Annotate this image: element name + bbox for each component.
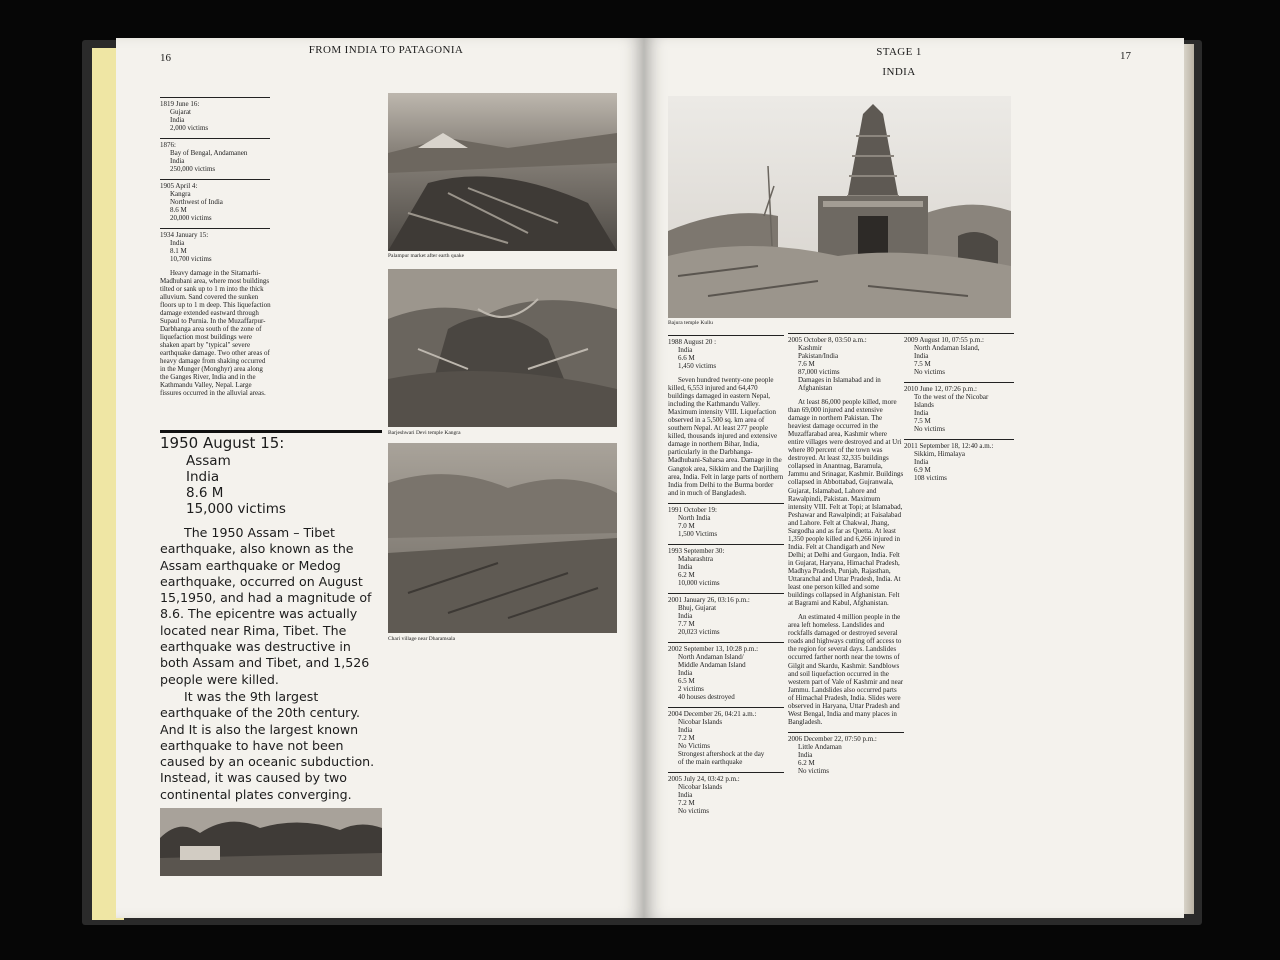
entry-1991: 1991 October 19: North India 7.0 M 1,500 Victims (668, 503, 784, 538)
entry-1905: 1905 April 4: Kangra Northwest of India 8.6 M 20,000 victims (160, 179, 270, 222)
entry-1934: 1934 January 15: India 8.1 M 10,700 victims (160, 228, 270, 263)
entry-1819: 1819 June 16: Gujarat India 2,000 victims (160, 97, 270, 132)
entry-2011: 2011 September 18, 12:40 a.m.: Sikkim, Himalaya India 6.9 M 108 victims (904, 439, 1014, 482)
entry-1988: 1988 August 20 : India 6.6 M 1,450 victims Seven hundred twenty-one people killed, 6,553 injured and 64,470 buildings damaged in eastern Nepal, including the Kathmandu Valley. Maximum intensity VIII. Liquefaction observed in a 5,500 sq. km area of southern Nepal. At least 277 people killed, thousands injured and extensive damage in northern Bihar, India, particularly in the Darbhanga-Madhubani-Saharsa area. Damage in the Gangtok area, Sikkim and the Darjiling area, India. Felt in large parts of northern India from Delhi to the Burma border and in much of Bangladesh. (668, 335, 784, 497)
caption-palampur: Palampur market after earth quake (388, 253, 465, 259)
feature-title: 1950 August 15: (160, 434, 285, 452)
entry-2005-october: 2005 October 8, 03:50 a.m.: Kashmir Pakistan/India 7.6 M 87,000 victims Damages in Islamabad and in Afghanistan At least 86,000 people killed, more than 69,000 injured and extensive damage in northern Pakistan. The heaviest damage occurred in the Muzaffarabad area, Kashmir where entire villages were destroyed and at Uri where 80 percent of the town was destroyed. At least 32,335 buildings collapsed in Anantnag, Baramula, Jammu and Srinagar, Kashmir. Buildings collapsed in Abbottabad, Gujranwala, Gujarat, Islamabad, Lahore and Rawalpindi, Pakistan. Maximum intensity VIII. Felt at Topi; at Islamabad, Peshawar and Rawalpindi; at Faisalabad and Lahore. Felt at Chakwal, Jhang, Sargodha and as far as Quetta. At least 1,350 people killed and 6,266 injured in India. Felt at Chandigarh and New Delhi; at Delhi and Gurgaon, India. Felt in Gujarat, Haryana, Himachal Pradesh, Madhya Pradesh, Punjab, Rajasthan, Uttaranchal and Uttar Pradesh, India. At least one person killed and some buildings collapsed in Afghanistan. Felt at Bagrami and Kabul, Afghanistan. An estimated 4 million people in the area left homeless. Landslides and rockfalls damaged or destroyed several roads and highways cutting off access to the region for several days. Landslides occurred farther north near the towns of Gilgit and Skardu, Kashmir. Sandblows and soil liquefaction occurred in the western part of Vale of Kashmir and near Jammu. Landslides also occurred parts of Himachal Pradesh, India. Slides were observed in Haryana, Uttar Pradesh and West Bengal, India and many places in Bangladesh. (788, 333, 904, 726)
feature-rule (160, 430, 382, 433)
page-number-left: 16 (160, 52, 171, 64)
column-3 (904, 333, 1014, 488)
page-number-right: 17 (1120, 50, 1131, 62)
caption-bajura: Bajura temple Kullu (668, 320, 713, 326)
entry-2006: 2006 December 22, 07:50 p.m.: Little Andaman India 6.2 M No victims (788, 732, 904, 775)
subhead-right: INDIA (882, 66, 916, 78)
feature-paragraph-2: It was the 9th largest earthquake of the 20th century. And It is also the largest known earthquake to have not been caused by an oceanic subduction. Instead, it was caused by two continental plates converging. (160, 689, 375, 802)
entry-1876: 1876: Bay of Bengal, Andamanen India 250,000 victims (160, 138, 270, 173)
photo-bottom-landscape (160, 808, 382, 876)
entry-2009: 2009 August 10, 07:55 p.m.: North Andaman Island, India 7.5 M No victims (904, 333, 1014, 376)
entry-2005-july: 2005 July 24, 03:42 p.m.: Nicobar Islands India 7.2 M No victims (668, 772, 784, 815)
entry-1993: 1993 September 30: Maharashtra India 6.2 M 10,000 victims (668, 544, 784, 587)
photo-palampur-market (388, 93, 617, 251)
caption-chari: Chari village near Dharamsala (388, 636, 456, 642)
feature-line: Assam (186, 453, 231, 469)
running-head-left: FROM INDIA TO PATAGONIA (308, 44, 464, 56)
column-2 (788, 333, 904, 781)
entry-2001: 2001 January 26, 03:16 p.m.: Bhuj, Gujarat India 7.7 M 20,023 victims (668, 593, 784, 636)
photo-bajura-temple (668, 96, 1011, 318)
photo-chari-village (388, 443, 617, 633)
entry-2002: 2002 September 13, 10:28 p.m.: North Andaman Island/ Middle Andaman Island India 6.5 M 2 victims 40 houses destroyed (668, 642, 784, 701)
feature-line: 15,000 victims (186, 501, 286, 517)
feature-paragraph-1: The 1950 Assam – Tibet earthquake, also known as the Assam earthquake or Medog earthquake, occurred on August 15,1950, and had a magnitude of 8.6. The epicentre was actually located near Rima, Tibet. The earthquake was destructive in both Assam and Tibet, and 1,526 people were killed. (160, 525, 372, 687)
right-page (644, 38, 1184, 918)
feature-line: India (186, 469, 220, 485)
entry-2010: 2010 June 12, 07:26 p.m.: To the west of the Nicobar Islands India 7.5 M No victims (904, 382, 1014, 433)
left-page (116, 38, 644, 918)
entry-2004: 2004 December 26, 04:21 a.m.: Nicobar Islands India 7.2 M No Victims Strongest aftershock at the day of the main earthquake (668, 707, 784, 766)
feature-line: 8.6 M (186, 485, 224, 501)
body-1934: Heavy damage in the Sitamarhi-Madhubani area, where most buildings tilted or sank up to 1 m into the thick alluvium. Sand covered the sunken floors up to 1 m deep. This liquefaction damage extended eastward through Supaul to Purnia. In the Muzaffarpur-Darbhanga area south of the zone of liquefaction most buildings were shaken apart by "typical" severe earthquake damage. Two other areas of heavy damage from shaking occurred in the Munger (Monghyr) area along the Ganges River, India and in the Kathmandu Valley, Nepal. Large fissures occurred in the alluvial areas. (160, 269, 271, 397)
photo-barjeshwari-temple (388, 269, 617, 427)
running-head-right: STAGE 1 (876, 46, 922, 58)
page-edges (1184, 44, 1194, 914)
column-1 (668, 335, 784, 821)
caption-barjeshwari: Barjeshwari Devi temple Kangra (388, 430, 461, 436)
